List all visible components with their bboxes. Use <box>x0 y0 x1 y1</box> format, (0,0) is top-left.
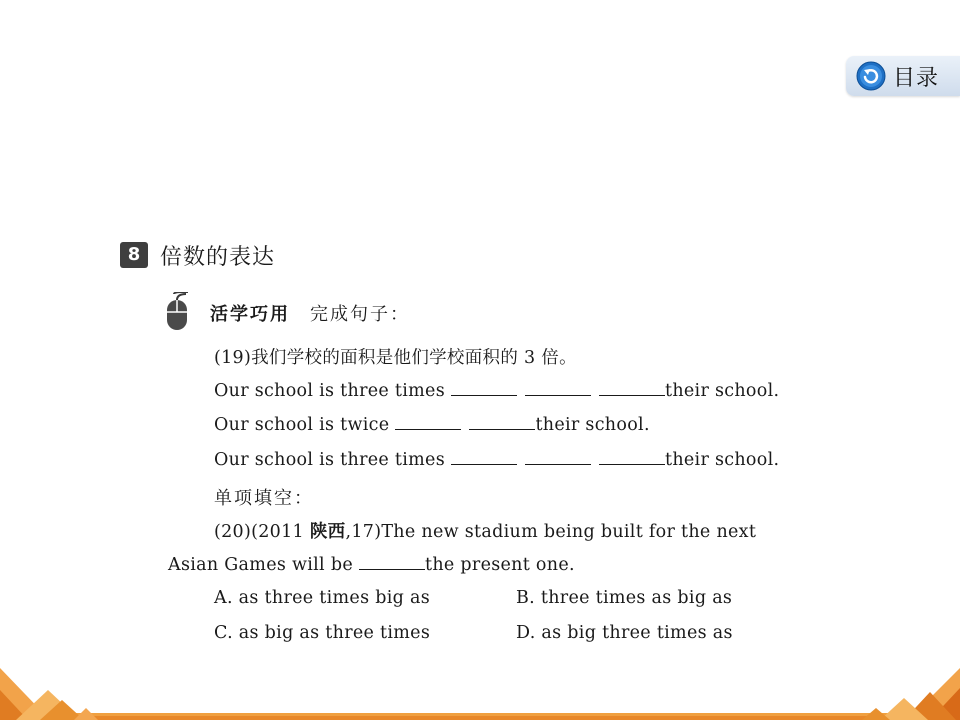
q19-line2-end: their school. <box>535 415 650 435</box>
answer-blank <box>525 379 591 396</box>
mouse-icon <box>162 292 202 332</box>
answer-blank <box>451 379 517 396</box>
practice-heading <box>210 300 410 326</box>
q20-stem-line1 <box>214 518 756 543</box>
answer-blank <box>359 553 425 570</box>
q20-source-open: (2011 <box>251 522 310 542</box>
q19-line3-end: their school. <box>664 450 780 470</box>
section-number: 8 <box>120 242 148 268</box>
section-title: 倍数的表达 <box>160 245 276 270</box>
q20-stem-line2 <box>168 553 575 575</box>
answer-blank <box>599 379 665 396</box>
practice-instruction: 完成句子： <box>310 304 410 325</box>
option-c: C. as big as three times <box>214 623 431 643</box>
q20-source-close: ,17) <box>345 522 382 542</box>
q20-stem-part1: The new stadium being built for the next <box>381 522 757 542</box>
q19-line2-start: Our school is twice <box>214 415 390 435</box>
practice-label: 活学巧用 <box>210 304 290 325</box>
q20-number: (20) <box>214 522 252 542</box>
toc-button[interactable] <box>846 56 960 96</box>
toc-label: 目录 <box>893 65 940 91</box>
single-choice-heading: 单项填空： <box>214 488 314 509</box>
answer-blank <box>525 448 591 465</box>
option-b: B. three times as big as <box>516 588 733 608</box>
q19-prompt: (19)我们学校的面积是他们学校面积的 3 倍。 <box>214 348 577 368</box>
back-arrow-icon <box>855 60 887 92</box>
q20-stem-part2-end: the present one. <box>424 555 575 575</box>
q19-line2 <box>214 413 650 435</box>
q19-line3-start: Our school is three times <box>214 450 445 470</box>
q19-line1-end: their school. <box>664 381 780 401</box>
answer-blank <box>395 413 461 430</box>
q19-line3 <box>214 448 779 470</box>
q19-line1 <box>214 379 779 401</box>
answer-blank <box>451 448 517 465</box>
option-d: D. as big three times as <box>516 623 733 643</box>
option-a: A. as three times big as <box>214 588 430 608</box>
q19-line1-start: Our school is three times <box>214 381 445 401</box>
q20-source-place: 陕西 <box>309 522 346 542</box>
answer-blank <box>469 413 535 430</box>
q20-stem-part2-start: Asian Games will be <box>168 555 353 575</box>
answer-blank <box>599 448 665 465</box>
